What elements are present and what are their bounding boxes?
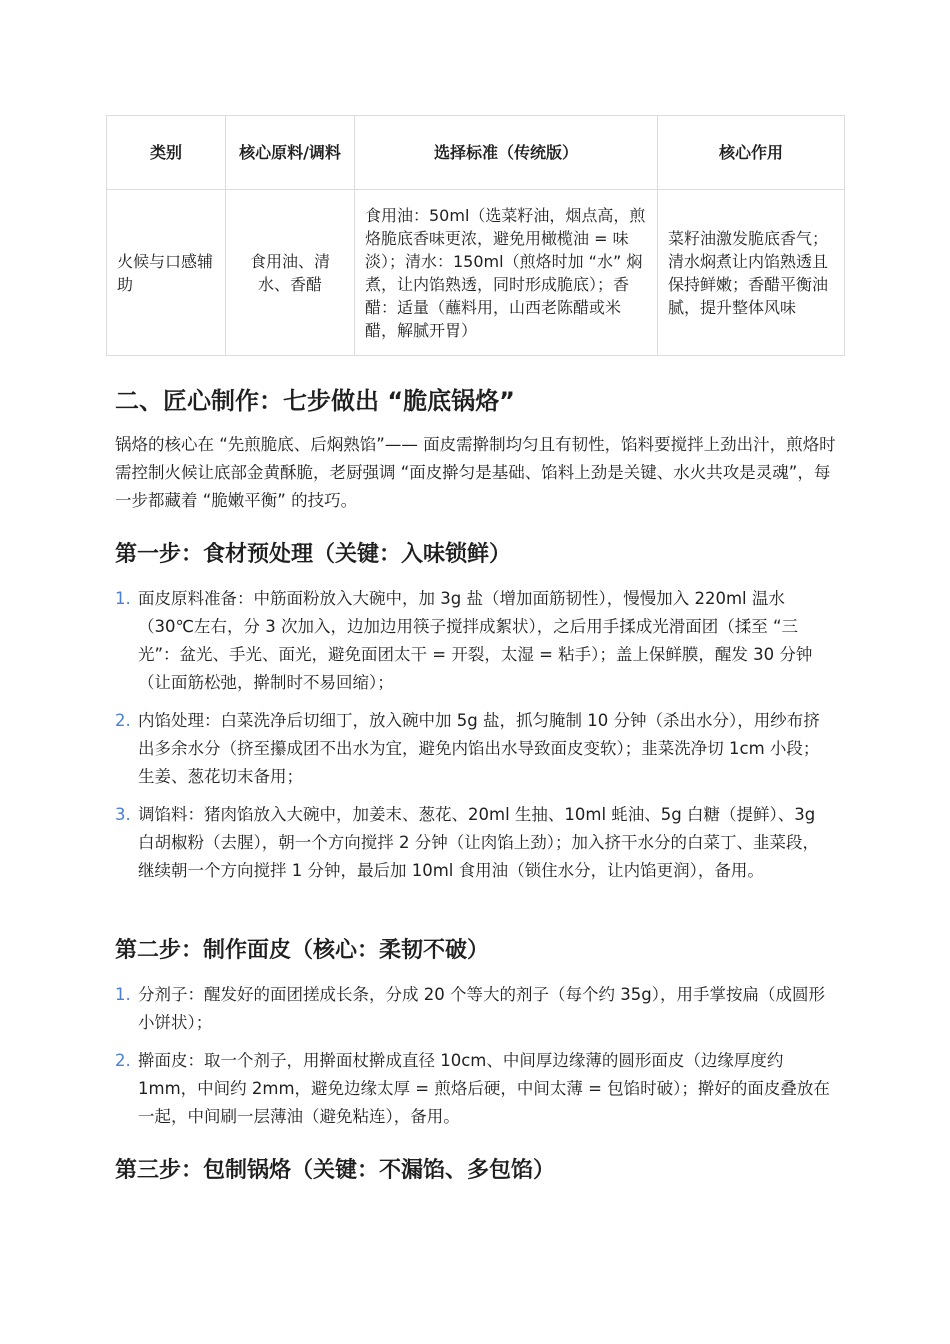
step1-list: [115, 585, 835, 895]
header-ingredients: 核心原料/调料: [226, 116, 355, 190]
header-standard: 选择标准（传统版）: [355, 116, 658, 190]
cell-ingredients: 食用油、清水、香醋: [226, 190, 355, 356]
list-number: 1.: [115, 985, 131, 1004]
list-item-text: 面皮原料准备：中筋面粉放入大碗中，加 3g 盐（增加面筋韧性），慢慢加入 220ml 温水（30℃左右，分 3 次加入，边加边用筷子搅拌成絮状），之后用手揉成光滑面团（揉至 “三光”：盆光、手光、面光，避免面团太干 = 开裂，太湿 = 粘手）；盖上保鲜膜，醒发 30 分钟（让面筋松弛，擀制时不易回缩）；: [138, 589, 813, 692]
header-category: 类别: [107, 116, 226, 190]
list-number: 2.: [115, 711, 131, 730]
step2-list: [115, 981, 835, 1141]
list-number: 1.: [115, 589, 131, 608]
cell-category: 火候与口感辅助: [107, 190, 226, 356]
list-item: [115, 981, 835, 1037]
header-role: 核心作用: [658, 116, 845, 190]
list-item: [115, 1047, 835, 1131]
list-item: [115, 707, 835, 791]
list-item-text: 内馅处理：白菜洗净后切细丁，放入碗中加 5g 盐，抓匀腌制 10 分钟（杀出水分），用纱布挤出多余水分（挤至攥成团不出水为宜，避免内馅出水导致面皮变软）；韭菜洗净切 1cm 小段；生姜、葱花切末备用；: [138, 711, 820, 786]
step1-heading: 第一步：食材预处理（关键：入味锁鲜）: [115, 542, 512, 567]
list-item-text: 擀面皮：取一个剂子，用擀面杖擀成直径 10cm、中间厚边缘薄的圆形面皮（边缘厚度约 1mm，中间约 2mm，避免边缘太厚 = 煎烙后硬，中间太薄 = 包馅时破）；擀好的面皮叠放在一起，中间刷一层薄油（避免粘连），备用。: [138, 1051, 830, 1126]
step3-heading: 第三步：包制锅烙（关键：不漏馅、多包馅）: [115, 1158, 556, 1183]
section-intro-paragraph: 锅烙的核心在 “先煎脆底、后焖熟馅”—— 面皮需擀制均匀且有韧性，馅料要搅拌上劲出汁，煎烙时需控制火候让底部金黄酥脆，老厨强调 “面皮擀匀是基础、馅料上劲是关键、水火共攻是灵魂”，每一步都藏着 “脆嫩平衡” 的技巧。: [115, 435, 836, 510]
cell-standard: 食用油：50ml（选菜籽油，烟点高，煎烙脆底香味更浓，避免用橄榄油 = 味淡）；清水：150ml（煎烙时加 “水” 焖煮，让内馅熟透，同时形成脆底）；香醋：适量（蘸料用，山西老陈醋或米醋，解腻开胃）: [355, 190, 658, 356]
list-item-text: 分剂子：醒发好的面团搓成长条，分成 20 个等大的剂子（每个约 35g），用手掌按扁（成圆形小饼状）；: [138, 985, 825, 1032]
step2-heading: 第二步：制作面皮（核心：柔韧不破）: [115, 938, 490, 963]
ingredient-table-container: [106, 115, 844, 356]
list-number: 3.: [115, 805, 131, 824]
ingredient-table: [106, 115, 845, 356]
table-row: [107, 190, 845, 356]
list-item-text: 调馅料：猪肉馅放入大碗中，加姜末、葱花、20ml 生抽、10ml 蚝油、5g 白糖（提鲜）、3g 白胡椒粉（去腥），朝一个方向搅拌 2 分钟（让肉馅上劲）；加入挤干水分的白菜丁、韭菜段，继续朝一个方向搅拌 1 分钟，最后加 10ml 食用油（锁住水分，让内馅更润），备用。: [138, 805, 819, 880]
section-heading-making: 二、匠心制作：七步做出 “脆底锅烙”: [115, 387, 515, 415]
table-header-row: [107, 116, 845, 190]
list-item: [115, 585, 835, 697]
list-number: 2.: [115, 1051, 131, 1070]
cell-role: 菜籽油激发脆底香气；清水焖煮让内馅熟透且保持鲜嫩；香醋平衡油腻，提升整体风味: [658, 190, 845, 356]
list-item: [115, 801, 835, 885]
